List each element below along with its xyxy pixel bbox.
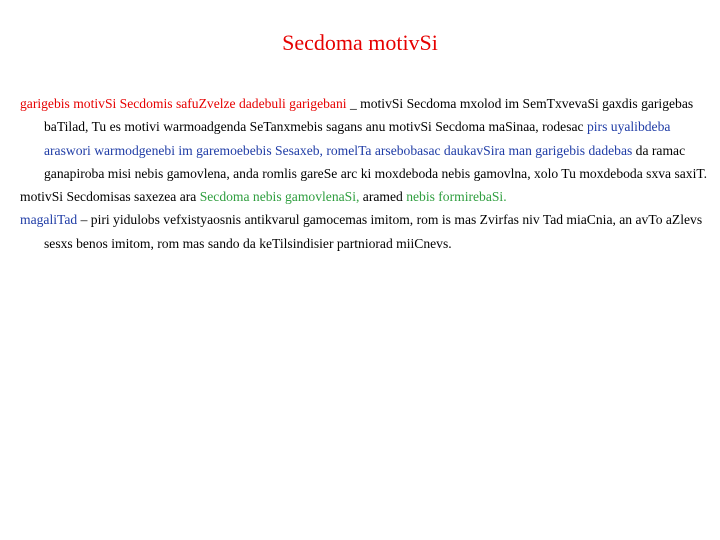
slide-title: Secdoma motivSi [282,30,438,55]
example-label: magaliTad [20,212,78,228]
paragraph-will-formation [20,185,712,208]
highlight-false-perception: pirs uyalibdeba araswori warmodgenebi im garemoebebis Sesaxeb, romelTa arsebobasac daukavSira man garigebis dadebas [44,119,671,158]
text-segment: da ramac ganapiroba misi nebis gamovlena, anda romlis gareSe arc ki moxdeboda nebis gamovlna, xolo Tu moxdeboda sxva saxiT. [44,142,708,181]
paragraph-example [20,208,712,255]
text-segment: – piri yidulobs vefxistyaosnis antikvarul gamocemas imitom, rom is mas Zvirfas niv Tad miaCnia, an avTo aZlevs sesxs benos imitom, rom mas sando da keTilsindisier partniorad miiCnevs. [44,212,703,251]
text-segment: _ motivSi Secdoma mxolod im SemTxvevaSi gaxdis garigebas baTilad, Tu es motivi warmoadgenda SeTanxmebis sagans anu motivSi Secdoma maSinaa, rodesac [44,96,694,135]
paragraph-motive-error-transactions [20,92,712,185]
term-transactions-based-on-motive-error: garigebis motivSi Secdomis safuZvelze dadebuli garigebani [20,96,347,111]
highlight-will-formation: nebis formirebaSi. [406,189,507,205]
highlight-error-in-expression: Secdoma nebis gamovlenaSi, [199,189,360,205]
slide-body [20,92,712,255]
text-segment: aramed [359,189,407,205]
text-segment: motivSi Secdomisas saxezea ara [20,189,200,205]
